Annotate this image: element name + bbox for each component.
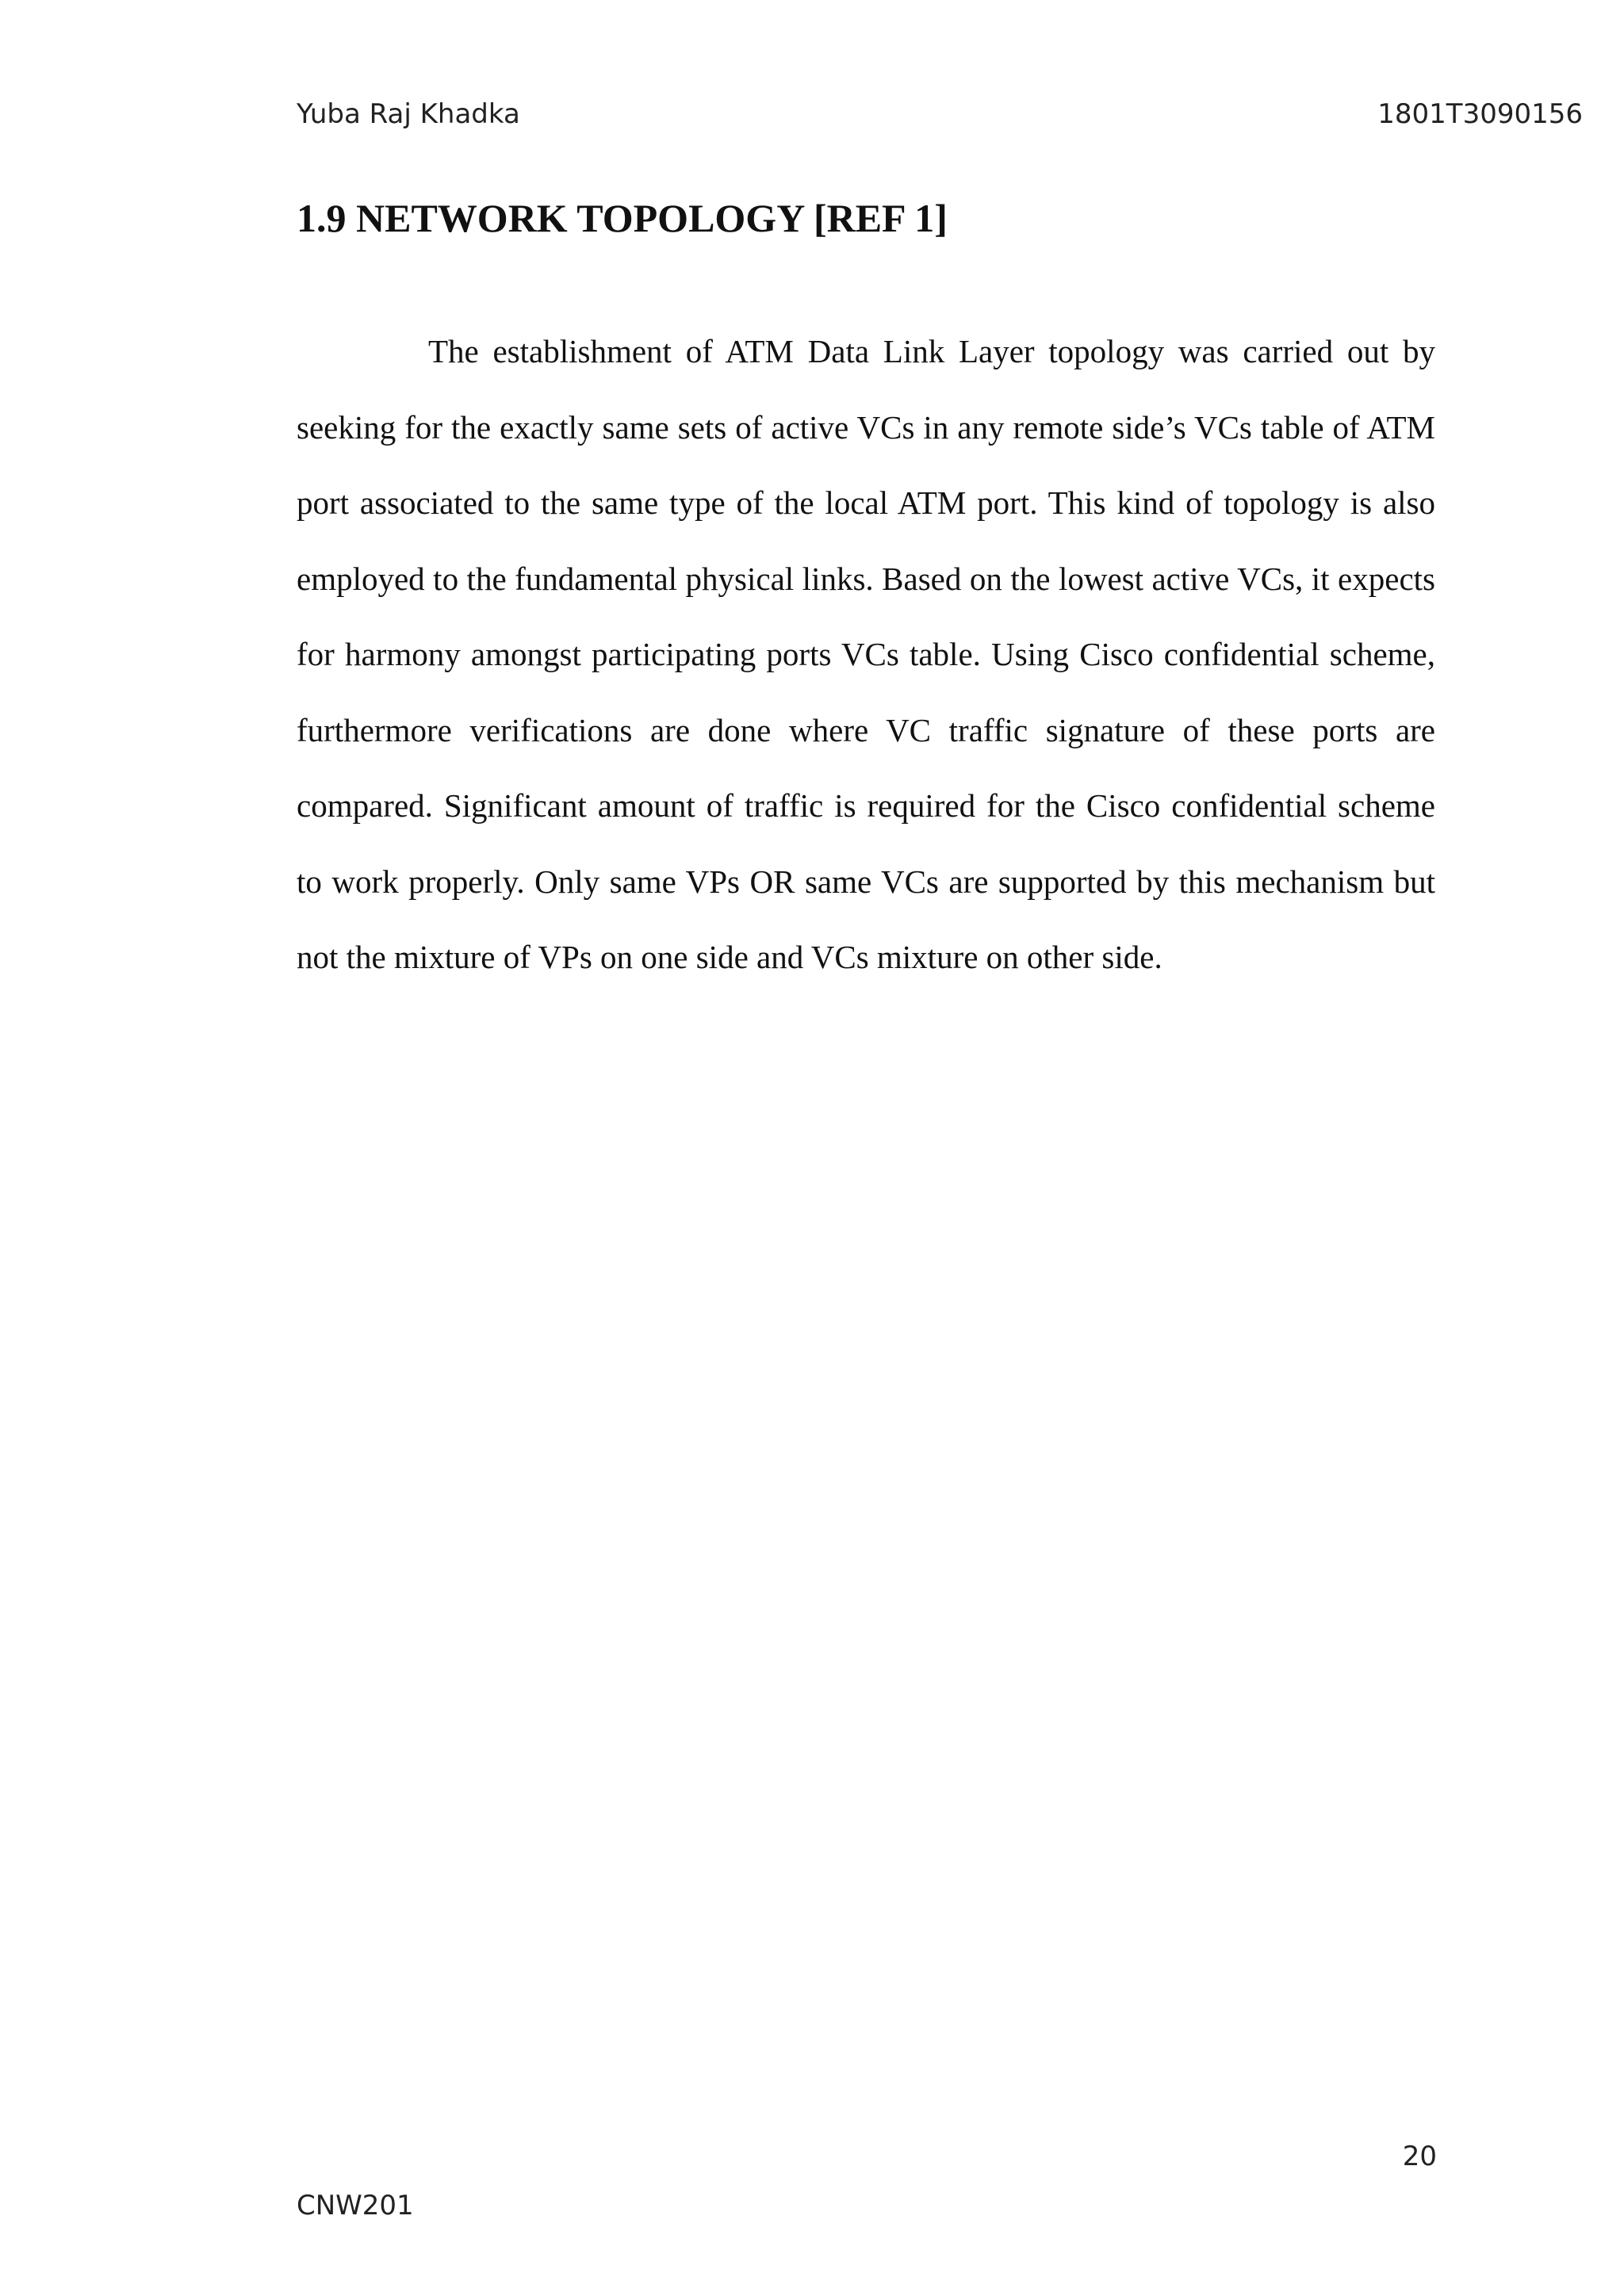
header-author: Yuba Raj Khadka [297,98,520,130]
body-paragraph: The establishment of ATM Data Link Layer topology was carried out by seeking for the exactly same sets of active VCs in any remote side’s VCs table of ATM port associated to the same type of the local ATM port. This kind of topology is also employed to the fundamental physical links. Based on the lowest active VCs, it expects for harmony amongst participating ports VCs table. Using Cisco confidential scheme, furthermore verifications are done where VC traffic signature of these ports are compared. Significant amount of traffic is required for the Cisco confidential scheme to work properly. Only same VPs OR same VCs are supported by this mechanism but not the mixture of VPs on one side and VCs mixture on other side. [297,333,1435,975]
header-student-id: 1801T3090156 [1377,98,1583,130]
section-title: 1.9 NETWORK TOPOLOGY [REF 1] [297,196,948,240]
footer-course-code: CNW201 [297,2190,414,2221]
page-number: 20 [1402,2141,1437,2172]
